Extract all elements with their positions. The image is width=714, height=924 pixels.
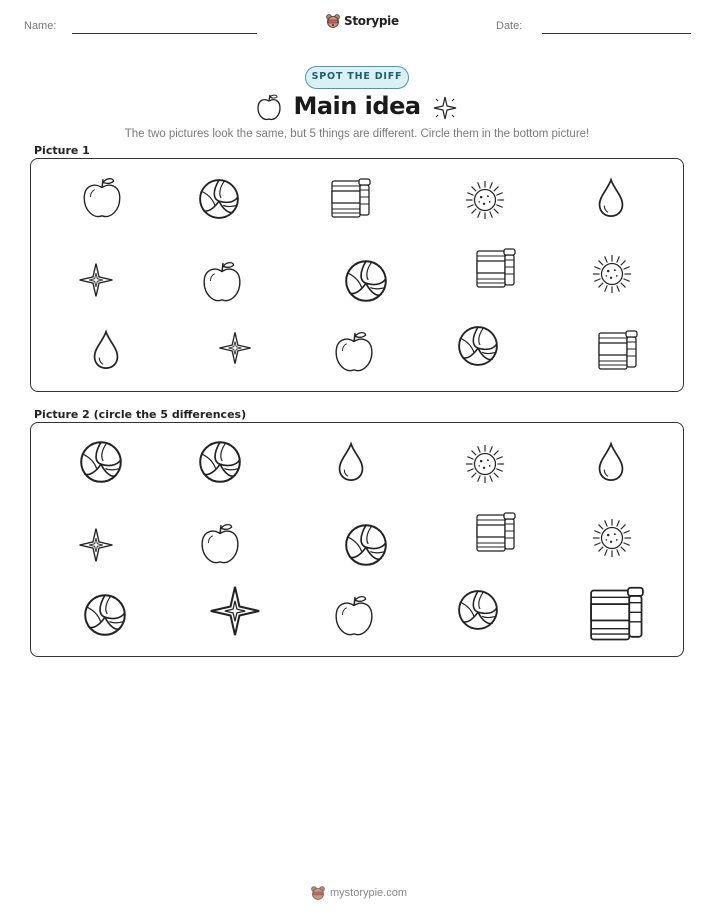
date-field[interactable]: [542, 33, 691, 34]
sun-icon[interactable]: [464, 443, 506, 485]
bear-mascot-icon: [310, 885, 326, 901]
picture2-panel[interactable]: [30, 422, 684, 657]
sun-icon: [591, 253, 633, 295]
bear-mascot-icon: [325, 13, 341, 29]
volleyball-icon[interactable]: [198, 440, 242, 484]
brand-name: Storypie: [344, 14, 399, 28]
picture2-label: Picture 2 (circle the 5 differences): [34, 408, 247, 421]
volleyball-icon[interactable]: [79, 440, 123, 484]
footer: [310, 885, 407, 901]
name-label: Name:: [24, 20, 57, 32]
instructions: The two pictures look the same, but 5 things are different. Circle them in the bottom picture!: [124, 128, 590, 140]
sparkle-icon[interactable]: [207, 583, 263, 639]
picture1-panel: [30, 158, 684, 392]
sparkle-icon: [432, 95, 458, 126]
apple-icon[interactable]: [333, 591, 375, 639]
books-icon: [474, 247, 518, 291]
page-title: Main idea: [293, 92, 421, 120]
books-icon: [329, 177, 373, 221]
drop-icon: [91, 329, 121, 371]
activity-badge: SPOT THE DIFF: [305, 66, 409, 89]
name-field[interactable]: [72, 33, 257, 34]
volleyball-icon: [344, 259, 388, 303]
apple-icon: [201, 257, 243, 305]
sparkle-icon[interactable]: [77, 526, 115, 564]
picture1-label: Picture 1: [34, 144, 90, 157]
books-icon[interactable]: [587, 585, 647, 645]
volleyball-icon[interactable]: [344, 523, 388, 567]
sparkle-icon: [77, 261, 115, 299]
footer-url: mystorypie.com: [330, 887, 408, 899]
sun-icon[interactable]: [591, 517, 633, 559]
sparkle-icon: [217, 329, 253, 367]
apple-icon: [333, 327, 375, 375]
volleyball-icon[interactable]: [83, 593, 127, 637]
sun-icon: [464, 179, 506, 221]
books-icon: [596, 329, 640, 373]
drop-icon[interactable]: [596, 441, 626, 483]
apple-icon: [81, 174, 123, 220]
volleyball-icon[interactable]: [457, 589, 499, 631]
drop-icon: [596, 177, 626, 219]
date-label: Date:: [496, 20, 523, 32]
drop-icon[interactable]: [336, 441, 366, 483]
apple-icon[interactable]: [199, 519, 241, 567]
brand-logo: [325, 13, 399, 29]
books-icon[interactable]: [474, 511, 518, 555]
volleyball-icon: [198, 177, 240, 221]
volleyball-icon: [457, 325, 499, 367]
